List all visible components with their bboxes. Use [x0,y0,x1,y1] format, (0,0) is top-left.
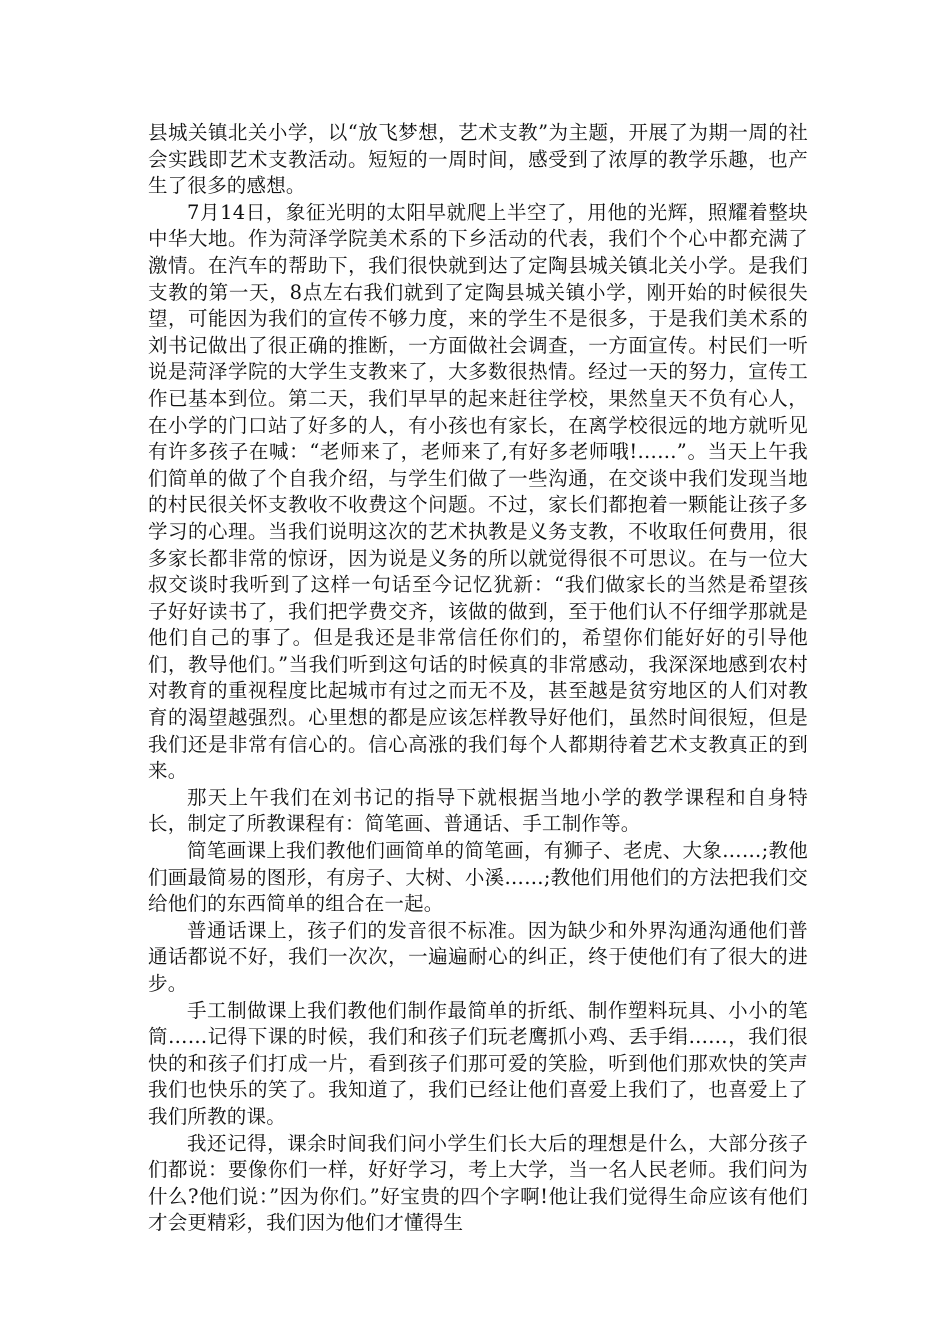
paragraph-2: 7月14日，象征光明的太阳早就爬上半空了，用他的光辉，照耀着整块中华大地。作为菏泽学院美术系的下乡活动的代表，我们个个心中都充满了激情。在汽车的帮助下，我们很快就到达了定陶县城关镇北关小学。是我们支教的第一天，8点左右我们就到了定陶县城关镇小学，刚开始的时候很失望，可能因为我们的宣传不够力度，来的学生不是很多，于是我们美术系的刘书记做出了很正确的推断，一方面做社会调查，一方面宣传。村民们一听说是菏泽学院的大学生支教来了，大多数很热情。经过一天的努力，宣传工作已基本到位。第二天，我们早早的起来赶往学校，果然皇天不负有心人，在小学的门口站了好多的人，有小孩也有家长，在离学校很远的地方就听见有许多孩子在喊：“老师来了，老师来了,有好多老师哦!……”。当天上午我们简单的做了个自我介绍，与学生们做了一些沟通，在交谈中我们发现当地的村民很关怀支教收不收费这个问题。不过，家长们都抱着一颗能让孩子多学习的心理。当我们说明这次的艺术执教是义务支教，不收取任何费用，很多家长都非常的惊讶，因为说是义务的所以就觉得很不可思议。在与一位大叔交谈时我听到了这样一句话至今记忆犹新：“我们做家长的当然是希望孩子好好读书了，我们把学费交齐，该做的做到，至于他们认不仔细学那就是他们自己的事了。但是我还是非常信任你们的，希望你们能好好的引导他们，教导他们。”当我们听到这句话的时候真的非常感动，我深深地感到农村对教育的重视程度比起城市有过之而无不及，甚至越是贫穷地区的人们对教育的渴望越强烈。心里想的都是应该怎样教导好他们，虽然时间很短，但是我们还是非常有信心的。信心高涨的我们每个人都期待着艺术支教真正的到来。 [148,200,808,783]
paragraph-3: 那天上午我们在刘书记的指导下就根据当地小学的教学课程和自身特长，制定了所教课程有：简笔画、普通话、手工制作等。 [148,785,808,836]
document-body [148,120,808,1237]
paragraph-1: 县城关镇北关小学，以“放飞梦想，艺术支教”为主题，开展了为期一周的社会实践即艺术支教活动。短短的一周时间，感受到了浓厚的教学乐趣，也产生了很多的感想。 [148,121,808,198]
paragraph-6: 手工制做课上我们教他们制作最简单的折纸、制作塑料玩具、小小的笔筒……记得下课的时候，我们和孩子们玩老鹰抓小鸡、丢手绢……，我们很快的和孩子们打成一片，看到孩子们那可爱的笑脸，听到他们那欢快的笑声我们也快乐的笑了。我知道了，我们已经让他们喜爱上我们了，也喜爱上了我们所教的课。 [148,998,808,1128]
paragraph-5: 普通话课上，孩子们的发音很不标准。因为缺少和外界沟通沟通他们普通话都说不好，我们一次次，一遍遍耐心的纠正，终于使他们有了很大的进步。 [148,918,808,995]
paragraph-4: 简笔画课上我们教他们画简单的简笔画，有狮子、老虎、大象……;教他们画最简易的图形，有房子、大树、小溪……;教他们用他们的方法把我们交给他们的东西简单的组合在一起。 [148,839,808,916]
paragraph-7: 我还记得，课余时间我们问小学生们长大后的理想是什么，大部分孩子们都说：要像你们一样，好好学习，考上大学，当一名人民老师。我们问为什么?他们说：”因为你们。”好宝贵的四个字啊!他让我们觉得生命应该有他们才会更精彩，我们因为他们才懂得生 [148,1131,808,1235]
